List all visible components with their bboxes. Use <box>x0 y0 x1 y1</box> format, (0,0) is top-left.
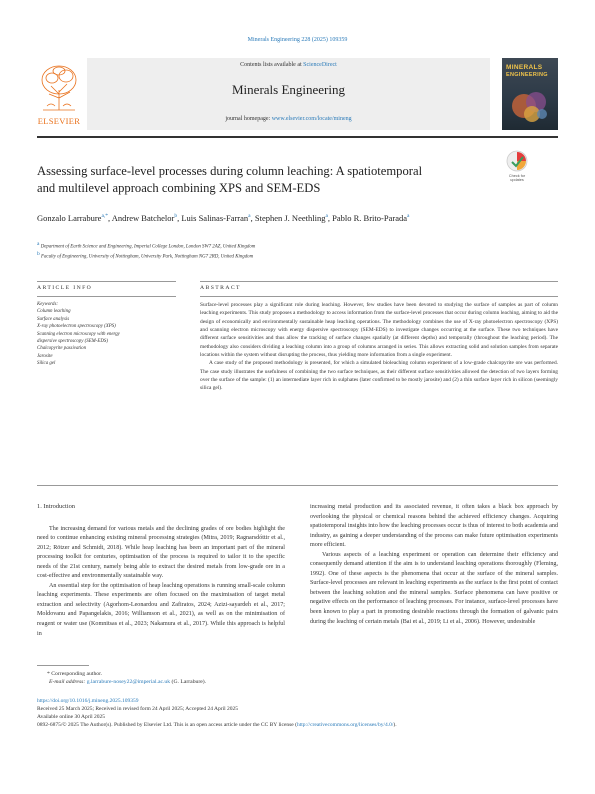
keyword-item: Silica gel <box>37 361 56 367</box>
article-title <box>37 163 477 197</box>
footnotes <box>37 670 558 686</box>
author-name[interactable]: Stephen J. Neethling <box>254 212 326 223</box>
body-column-left <box>37 502 285 639</box>
keyword-item: Chalcopyrite passivation <box>37 346 87 352</box>
keywords-list <box>37 301 176 368</box>
email-footnote <box>37 678 558 686</box>
title-line-2: and multilevel approach combining XPS and SEM-EDS <box>37 181 321 195</box>
abstract-heading: ABSTRACT <box>200 285 241 291</box>
homepage-prefix: journal homepage: <box>225 116 272 122</box>
contents-line <box>87 62 490 68</box>
sciencedirect-link[interactable]: ScienceDirect <box>303 62 337 68</box>
keyword-item: Jarosite <box>37 353 53 359</box>
article-info-heading: ARTICLE INFO <box>37 285 93 291</box>
corresponding-footnote: * Corresponding author. <box>47 671 103 677</box>
corresponding-text: Corresponding author. <box>51 671 103 677</box>
journal-cover <box>502 58 558 130</box>
author-name[interactable]: Andrew Batchelor <box>111 212 175 223</box>
author-affiliation-mark[interactable]: a,* <box>101 213 109 219</box>
author-list: Gonzalo Larrabure$^{a,*}$, Andrew Batchelor$^b$, Luis Salinas-Farran$^a$, Stephen J. Neethling$^a$, Pablo R. Brito-Parada$^a$ <box>37 212 410 223</box>
cover-title: MINERALS <box>506 64 543 71</box>
title-line-1: Assessing surface-level processes during column leaching: A spatiotemporal <box>37 164 423 178</box>
journal-citation[interactable]: Minerals Engineering 228 (2025) 109359 <box>247 37 348 43</box>
abstract-body <box>200 301 558 393</box>
affiliation-item <box>37 251 517 261</box>
elsevier-logo <box>37 60 81 130</box>
article-info-rule-bottom <box>37 296 176 297</box>
license-prefix: 0892-6875/© 2025 The Author(s). Published by Elsevier Ltd. This is an open access article under the CC BY license ( <box>37 722 297 728</box>
affiliation-item <box>37 241 517 251</box>
keywords-label: Keywords: <box>37 302 59 307</box>
keyword-item: dispersive spectroscopy (SEM-EDS) <box>37 339 108 345</box>
header-divider <box>37 136 558 138</box>
article-metadata <box>37 697 558 729</box>
author-affiliation-mark[interactable]: a <box>407 213 410 219</box>
footnote-rule <box>37 665 89 666</box>
body-column-right <box>310 503 558 627</box>
affiliation-mark: a <box>37 241 40 247</box>
cover-art-icon <box>508 86 552 124</box>
article-info-rule-top <box>37 281 176 282</box>
affiliation-mark: b <box>37 251 40 258</box>
crossmark-badge[interactable] <box>502 150 532 186</box>
license-link[interactable]: http://creativecommons.org/licenses/by/4.0/ <box>296 722 394 728</box>
abstract-rule-bottom <box>200 296 558 297</box>
license-suffix: ). <box>393 722 397 728</box>
crossmark-label-2: updates <box>510 178 524 183</box>
author-affiliation-mark[interactable]: a <box>248 213 251 219</box>
cover-subtitle: ENGINEERING <box>506 72 548 78</box>
received-dates: Received 25 March 2025; Received in revised form 24 April 2025; Accepted 24 April 2025 <box>37 706 239 712</box>
keyword-item: Scanning electron microscopy with energy <box>37 331 120 337</box>
email-label: E-mail address: <box>49 679 87 685</box>
keyword-item: Column leaching <box>37 309 71 315</box>
body-paragraph: The increasing demand for various metals and the declining grades of ore bodies highlight the need to continue enhancing existing mineral processing strategies (Mitra, 2019; Ragnarsdóttir et al., 2012; Rötzer and Schmidt, 2018). While heap leaching has been an important part of the mineral processing toolkit for centuries, optimisation of the process is required to tailor it to the specific needs of the 21st century, namely being able to extract the desired metals from low-grade ore in a cost-effective and environmentally sustainable way. <box>37 525 285 580</box>
doi-link[interactable]: https://doi.org/10.1016/j.mineng.2025.109359 <box>37 698 139 704</box>
homepage-link[interactable]: www.elsevier.com/locate/mineng <box>271 116 352 122</box>
journal-info-box <box>87 58 490 130</box>
body-paragraph: An essential step for the optimisation of heap leaching operations is running small-scale column leaching experiments. These experiments are often focused on the maximisation of target metal extraction and selectivity (Agorhom-Leonardou and Zafiratos, 2024; Azizi-sayardeh et al., 2017; Moldovanu and Papangelakis, 2016; Williamson et al., 2021), as well as on the minimisation of reagent or water use (Komnitsas et al., 2023; Nakamura et al., 2017). While this approach is helpful in <box>37 582 285 637</box>
homepage-line <box>87 116 490 122</box>
crossmark-icon <box>502 150 532 174</box>
author-affiliation-mark[interactable]: b <box>174 213 178 219</box>
contents-prefix: Contents lists available at <box>240 62 304 68</box>
publisher-name: ELSEVIER <box>37 116 81 126</box>
affiliations <box>37 241 517 261</box>
license-line <box>37 721 558 729</box>
abstract-paragraph: Surface-level processes play a significant role during leaching. However, few studies have been devoted to studying the surface of samples as part of column leaching experiments. This study proposes a methodology to access information from the surface-level processes that occur during column leaching, aiming to aid the design of economically and environmentally sustainable heap leaching operations. The methodology combines the use of X-ray photoelectron spectroscopy (XPS) and scanning electron microscopy with energy dispersive spectroscopy (SEM-EDS) to investigate changes occurring at the surface. These two techniques have different surface sensitivities and thus allow the tracking of surface changes spatially (at different depths) and temporally (throughout the leaching period). The methodology also considers dividing a leaching column into a group of columns arranged in series. This allows extracting solid and solution samples from separate locations within the system without disrupting the process, thus yielding more information from a single experiment. <box>200 302 558 359</box>
author-affiliation-mark[interactable]: a <box>325 213 328 219</box>
abstract-end-rule <box>37 485 558 486</box>
keyword-item: X-ray photoelectron spectroscopy (XPS) <box>37 324 116 330</box>
crossmark-label-1: Check for <box>508 174 526 178</box>
crossmark-label <box>502 174 532 183</box>
author-name[interactable]: Gonzalo Larrabure <box>37 212 102 223</box>
affiliation-text: Department of Earth Science and Engineering, Imperial College London, London SW7 2AZ, United Kingdom <box>40 244 256 250</box>
journal-header <box>37 58 558 130</box>
available-online: Available online 30 April 2025 <box>37 714 106 720</box>
body-paragraph: Various aspects of a leaching experiment or operation can determine their efficiency and consequently demand attention if the aim is to understand leaching operations thoroughly (Fleming, 1992). One of these aspects is the phenomena that occur at the surface of the mineral samples. Surface-level processes are relevant in leaching experiments as the surface is the first point of contact between the leaching solution and the mineral samples. Surface phenomena can have positive or negative effects on the performance of leaching processes. For instance, surface-level processes have been known to play a part in promoting desirable reactions through the formation of galvanic pairs during the leaching of certain metals (Bai et al., 2019; Li et al., 2006). However, undesirable <box>310 551 558 625</box>
body-paragraph: increasing metal production and its associated revenue, it often takes a black box approach by overlooking the physical or chemical reasons behind the achieved efficiency changes. Acquiring spatiotemporal insights into how the leaching processes occur is thus of interest to both academia and industry, as gaining a deeper understanding of the process can make future optimisation experiments more efficient. <box>310 504 558 549</box>
email-link[interactable]: g.larrabure-nosey22@imperial.ac.uk <box>86 679 171 685</box>
abstract-paragraph: A case study of the proposed methodology is presented, for which a simulated bioleaching column experiment of a low-grade chalcopyrite ore was performed. The case study illustrates the usefulness of combining the two surface techniques, as their different surface sensitivities allowed the detection of two layers forming over the surface of the sample: (1) an intermediate layer rich in sulphates (later confirmed to be mostly jarosite) and (2) a thin surface layer rich in silicon (seemingly silica gel). <box>200 360 558 392</box>
author-name[interactable]: Pablo R. Brito-Parada <box>332 212 407 223</box>
email-suffix: (G. Larrabure). <box>170 679 207 685</box>
affiliation-text: Faculty of Engineering, University of Nottingham, University Park, Nottingham NG7 2RD, United Kingdom <box>40 254 254 260</box>
keyword-item: Surface analysis <box>37 316 70 322</box>
section-heading-introduction: 1. Introduction <box>37 503 75 510</box>
author-name[interactable]: Luis Salinas-Farran <box>181 212 249 223</box>
abstract-rule-top <box>200 281 558 282</box>
journal-name: Minerals Engineering <box>232 82 345 97</box>
elsevier-tree-icon <box>37 60 81 114</box>
